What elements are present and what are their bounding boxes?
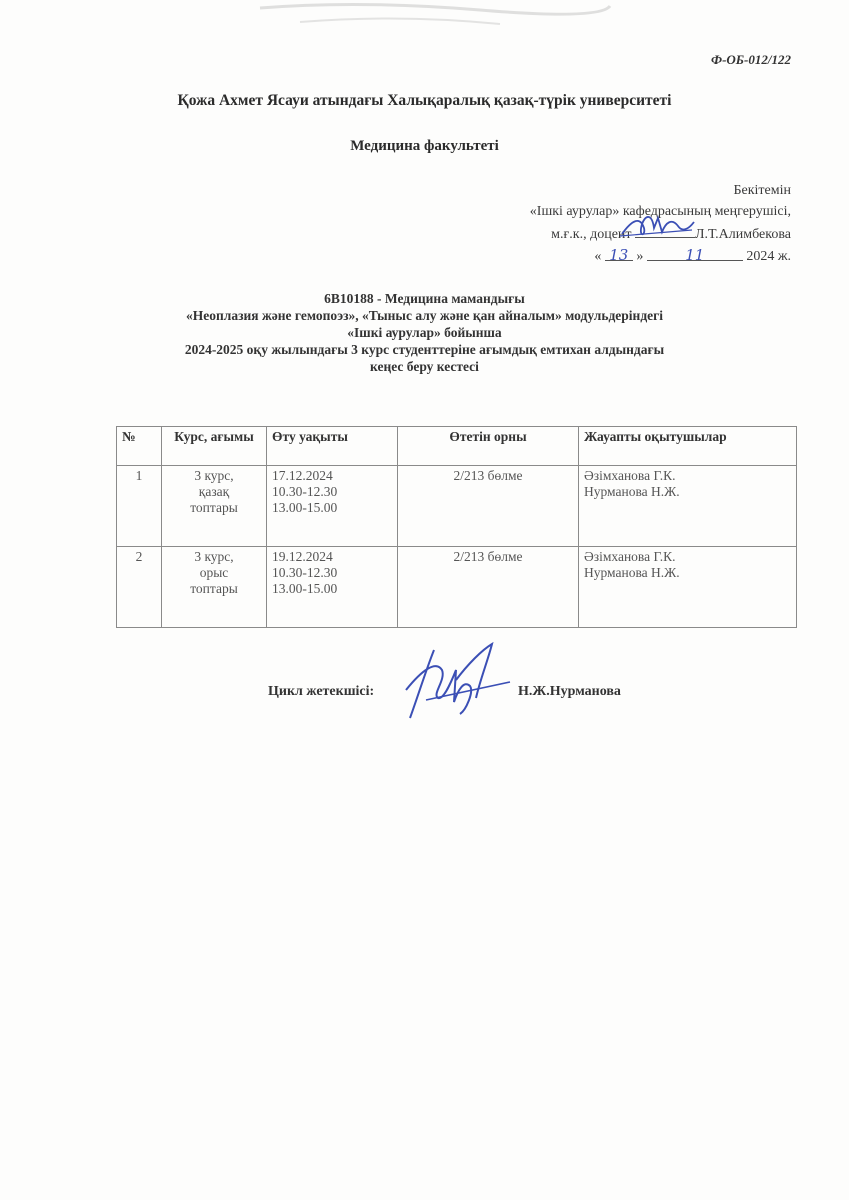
row-room: 2/213 бөлме (398, 547, 579, 628)
table-row (117, 466, 797, 547)
heading-line-1: 6В10188 - Медицина мамандығы (324, 291, 525, 306)
date-close-quote: » (636, 249, 644, 264)
date-month: 11 (685, 246, 705, 264)
table-row (117, 547, 797, 628)
form-code: Ф-ОБ-012/122 (711, 52, 791, 67)
approval-position: «Ішкі аурулар» кафедрасының меңгерушісі, (529, 204, 791, 219)
date-month-blank (647, 245, 743, 264)
row-time: 19.12.2024 10.30-12.30 13.00-15.00 (267, 547, 398, 628)
approval-title: Бекітемін (733, 183, 791, 198)
heading-line-4: 2024-2025 оқу жылындағы 3 курс студенттеріне ағымдық емтихан алдындағы (184, 342, 665, 357)
row-teachers: Әзімханова Г.К. Нурманова Н.Ж. (579, 466, 797, 547)
header-time: Өту уақыты (267, 427, 398, 466)
header-teachers: Жауапты оқытушылар (579, 427, 797, 466)
scan-artifact (240, 0, 620, 40)
row-number: 1 (117, 466, 162, 547)
approval-name: Л.Т.Алимбекова (695, 227, 791, 242)
department-head-signature (618, 210, 698, 242)
row-room: 2/213 бөлме (398, 466, 579, 547)
row-number: 2 (117, 547, 162, 628)
header-course: Курс, ағымы (162, 427, 267, 466)
row-course: 3 курс, қазақ топтары (162, 466, 267, 547)
date-day: 13 (609, 246, 629, 264)
heading-line-3: «Ішкі аурулар» бойынша (347, 325, 502, 340)
signature-label: Цикл жетекшісі: (268, 684, 375, 699)
document-heading (0, 290, 849, 375)
faculty-title: Медицина факультеті (350, 138, 499, 154)
table-header-row (117, 427, 797, 466)
cycle-head-signature (396, 640, 516, 726)
heading-line-5: кеңес беру кестесі (370, 359, 479, 374)
date-open-quote: « (594, 249, 602, 264)
approval-name-prefix: м.ғ.к., доцент (551, 227, 632, 242)
row-teachers: Әзімханова Г.К. Нурманова Н.Ж. (579, 547, 797, 628)
approval-date (530, 245, 791, 267)
row-course: 3 курс, орыс топтары (162, 547, 267, 628)
heading-line-2: «Неоплазия және гемопоэз», «Тыныс алу және қан айналым» модульдеріндегі (185, 308, 664, 323)
signature-name: Н.Ж.Нурманова (518, 684, 621, 699)
university-title: Қожа Ахмет Ясауи атындағы Халықаралық қазақ-түрік университеті (177, 92, 672, 109)
header-number: № (117, 427, 162, 466)
row-time: 17.12.2024 10.30-12.30 13.00-15.00 (267, 466, 398, 547)
consultation-schedule-table (116, 426, 797, 628)
date-day-blank (605, 245, 633, 264)
header-room: Өтетін орны (398, 427, 579, 466)
date-year: 2024 ж. (746, 249, 791, 264)
